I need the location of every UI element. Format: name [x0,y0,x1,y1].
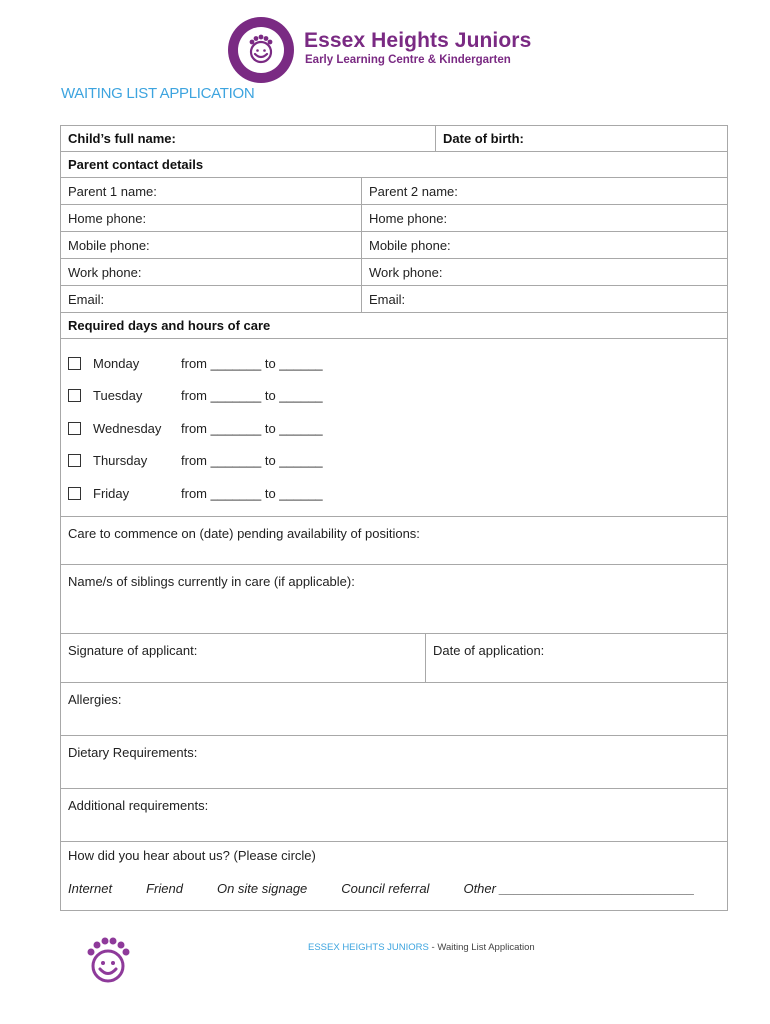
smiling-child-face-icon [80,934,134,988]
siblings-row [61,565,727,634]
signature-row [61,634,727,683]
parent2-home-phone-field[interactable]: Home phone: [369,210,448,226]
option-internet[interactable]: Internet [68,881,113,896]
day-hours[interactable]: from _______ to ______ [181,485,323,501]
empty-checkbox-icon[interactable] [68,422,81,435]
option-onsite-signage[interactable]: On site signage [216,881,308,896]
parent1-email-field[interactable]: Email: [61,286,362,312]
org-tagline: Early Learning Centre & Kindergarten [305,54,511,66]
siblings-field[interactable]: Name/s of siblings currently in care (if applicable): [68,574,355,589]
day-row-friday [68,484,323,502]
parent2-work-phone-field[interactable]: Work phone: [369,264,443,280]
day-name: Thursday [93,452,148,468]
commence-row [61,517,727,565]
child-name-field[interactable]: Child’s full name: [61,126,436,151]
empty-checkbox-icon[interactable] [68,357,81,370]
day-hours[interactable]: from _______ to ______ [181,355,323,371]
empty-checkbox-icon[interactable] [68,389,81,402]
child-row [61,126,727,152]
parent-row [61,178,727,205]
footer-title: - Waiting List Application [428,942,535,953]
parent-section-header [61,152,727,178]
dietary-field[interactable]: Dietary Requirements: [68,745,198,760]
dietary-row [61,736,727,789]
commence-date-field[interactable]: Care to commence on (date) pending availability of positions: [68,526,420,541]
logo-badge [228,17,294,83]
day-row-wednesday [68,419,323,437]
day-name: Monday [93,355,140,371]
parent1-mobile-field[interactable]: Mobile phone: [61,232,362,258]
day-row-thursday [68,451,323,469]
parent1-work-phone-field[interactable]: Work phone: [61,259,362,285]
hear-options [68,881,695,896]
smiling-child-face-icon [243,32,279,68]
day-name: Tuesday [93,387,143,403]
day-hours[interactable]: from _______ to ______ [181,420,323,436]
org-name: Essex Heights Juniors [304,29,532,52]
footer-text [308,942,535,953]
parent1-name-field[interactable]: Parent 1 name: [61,178,362,204]
additional-requirements-field[interactable]: Additional requirements: [68,798,209,813]
application-form [60,125,728,911]
empty-checkbox-icon[interactable] [68,454,81,467]
footer-brand: ESSEX HEIGHTS JUNIORS [308,942,429,953]
hear-about-question: How did you hear about us? (Please circle) [68,848,316,863]
days-block [61,339,727,517]
hear-about-block [61,842,702,910]
signature-field[interactable]: Signature of applicant: [61,634,426,682]
section-title: Parent contact details [68,157,204,172]
option-council-referral[interactable]: Council referral [341,881,430,896]
empty-checkbox-icon[interactable] [68,487,81,500]
date-of-application-field[interactable]: Date of application: [433,643,545,658]
page-title: WAITING LIST APPLICATION [61,85,255,102]
header-logo [228,17,532,83]
parent2-name-field[interactable]: Parent 2 name: [369,183,458,199]
parent-row [61,286,727,313]
allergies-field[interactable]: Allergies: [68,692,122,707]
day-name: Friday [93,485,130,501]
parent-row [61,232,727,259]
parent1-home-phone-field[interactable]: Home phone: [61,205,362,231]
day-row-tuesday [68,386,323,404]
dob-field[interactable]: Date of birth: [443,131,524,146]
day-hours[interactable]: from _______ to ______ [181,387,323,403]
option-friend[interactable]: Friend [146,881,183,896]
allergies-row [61,683,727,736]
day-row-monday [68,354,323,372]
days-section-header [61,313,727,339]
day-hours[interactable]: from _______ to ______ [181,452,323,468]
hear-about-row [61,842,727,910]
parent2-email-field[interactable]: Email: [369,291,406,307]
additional-row [61,789,727,842]
option-other[interactable]: Other ___________________________ [463,881,695,896]
day-name: Wednesday [93,420,162,436]
section-title: Required days and hours of care [68,318,271,333]
parent-row [61,259,727,286]
parent-row [61,205,727,232]
parent2-mobile-field[interactable]: Mobile phone: [369,237,451,253]
